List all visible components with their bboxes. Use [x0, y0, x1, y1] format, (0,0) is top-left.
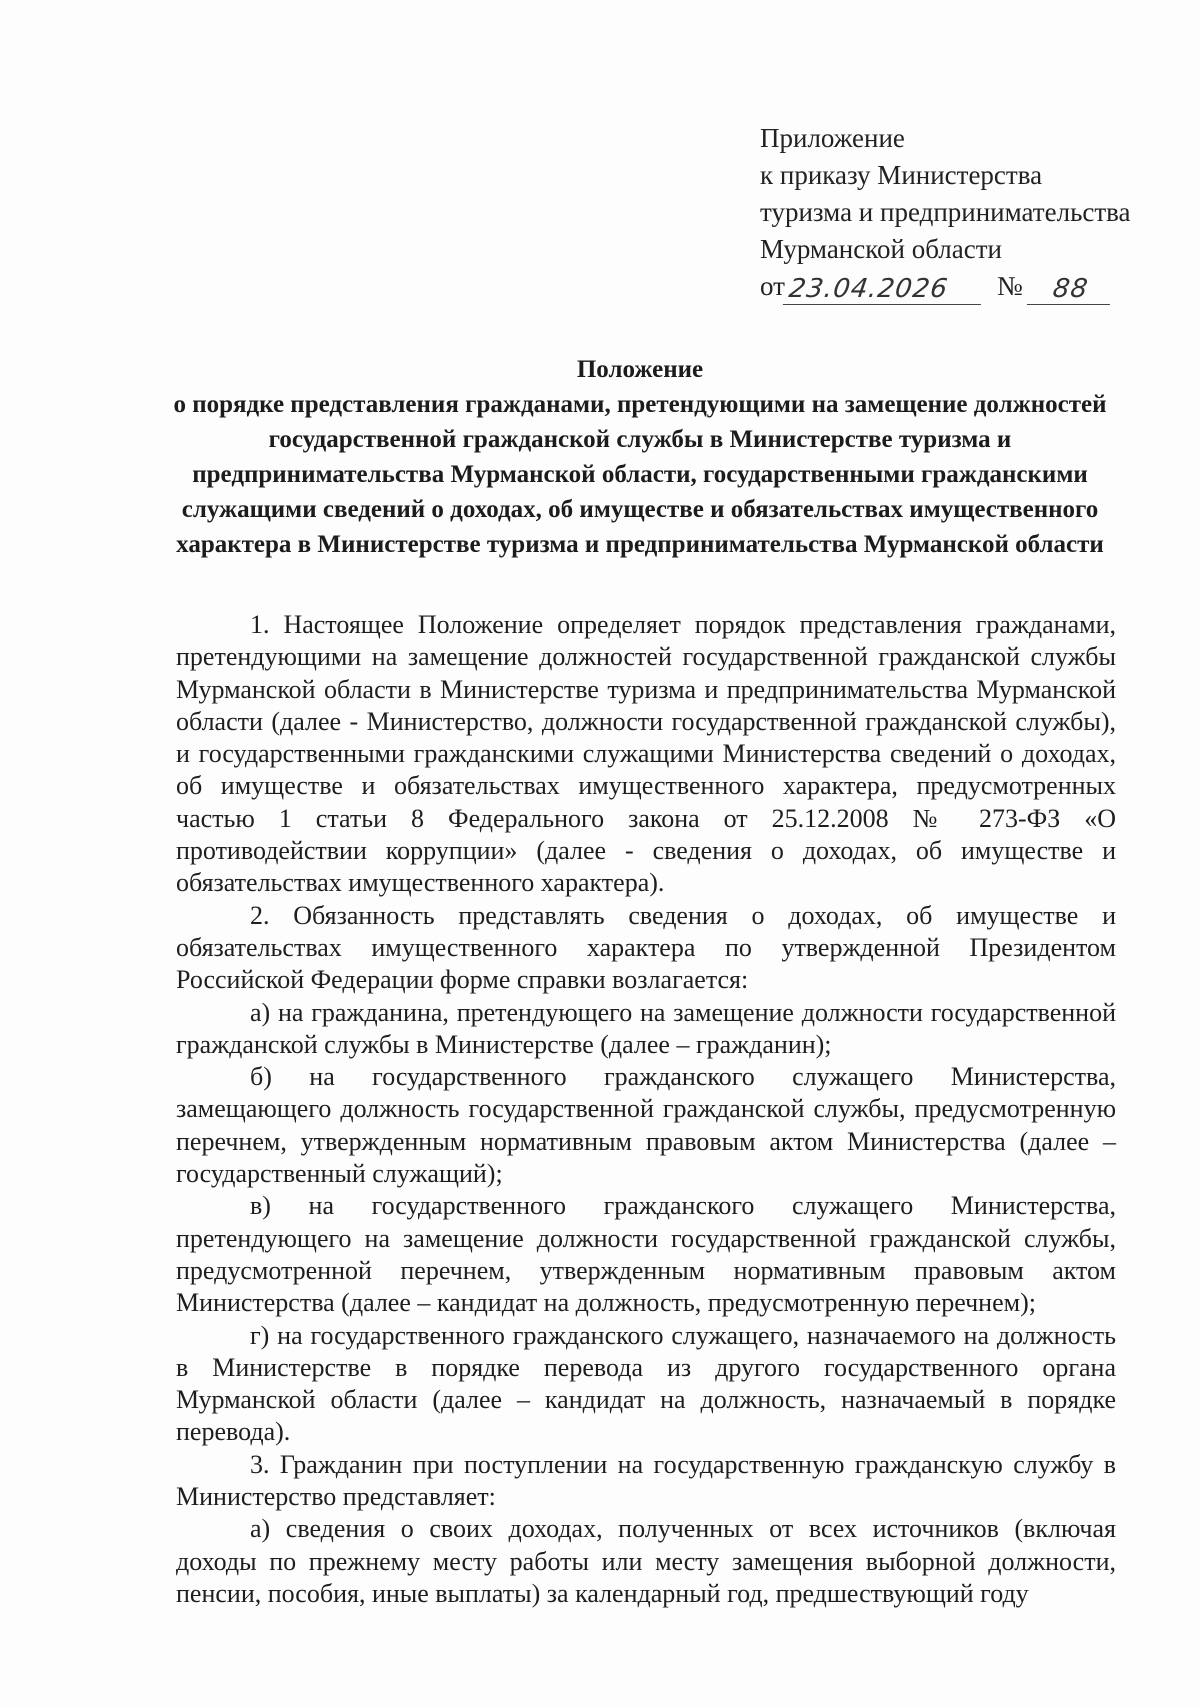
date-prefix: от	[760, 271, 785, 301]
document-title	[160, 352, 1120, 562]
number-sign: №	[996, 271, 1023, 301]
paragraph-2b: б) на государственного гражданского служащего Министерства, замещающего должность государственной гражданской службы, предусмотренную перечнем, утвержденным нормативным правовым актом Министерства (далее – государственный служащий);	[176, 1062, 1116, 1189]
paragraph-2a: а) на гражданина, претендующего на замещение должности государственной гражданской службы в Министерстве (далее – гражданин);	[176, 997, 1116, 1059]
approval-block	[760, 120, 1180, 305]
paragraph-2v: в) на государственного гражданского служащего Министерства, претендующего на замещение должности государственной гражданской службы, предусмотренной перечнем, утвержденным нормативным правовым актом Министерства (далее – кандидат на должность, предусмотренную перечнем);	[176, 1191, 1116, 1318]
paragraph-3a: а) сведения о своих доходах, полученных от всех источников (включая доходы по прежнему месту работы или месту замещения выборной должности, пенсии, пособия, иные выплаты) за календарный год, предшествующий году	[176, 1514, 1116, 1608]
approval-date-line	[760, 268, 1180, 305]
approval-line-3: туризма и предпринимательства	[760, 197, 1131, 227]
paragraph-2g: г) на государственного гражданского служащего, назначаемого на должность в Министерстве в порядке перевода из другого государственного органа Мурманской области (далее – кандидат на должность, назначаемый в порядке перевода).	[176, 1320, 1116, 1447]
handwritten-date: 23.04.2026	[783, 274, 985, 305]
title-subtitle: о порядке представления гражданами, претендующими на замещение должностей государственной гражданской службы в Министерстве туризма и предпринимательства Мурманской области, государственными гражданскими служащими сведений о доходах, об имуществе и обязательствах имущественного характера в Министерстве туризма и предпринимательства Мурманской области	[173, 391, 1107, 558]
handwritten-number: 88	[1027, 274, 1114, 305]
approval-line-4: Мурманской области	[760, 234, 1002, 264]
paragraph-3: 3. Гражданин при поступлении на государственную гражданскую службу в Министерство представляет:	[176, 1449, 1116, 1512]
document-body	[176, 609, 1116, 1610]
paragraph-1: 1. Настоящее Положение определяет порядок представления гражданами, претендующими на замещение должностей государственной гражданской службы Мурманской области в Министерстве туризма и предпринимательства Мурманской области (далее - Министерство, должности государственной гражданской службы), и государственными гражданскими служащими Министерства сведений о доходах, об имуществе и обязательствах имущественного характера, предусмотренных частью 1 статьи 8 Федерального закона от 25.12.2008 № 273-ФЗ «О противодействии коррупции» (далее - сведения о доходах, об имуществе и обязательствах имущественного характера).	[176, 610, 1116, 898]
title-heading: Положение	[576, 356, 704, 383]
approval-line-2: к приказу Министерства	[760, 160, 1043, 190]
paragraph-2: 2. Обязанность представлять сведения о доходах, об имуществе и обязательствах имущественного характера по утвержденной Президентом Российской Федерации форме справки возлагается:	[176, 900, 1116, 995]
approval-line-1: Приложение	[760, 123, 905, 153]
